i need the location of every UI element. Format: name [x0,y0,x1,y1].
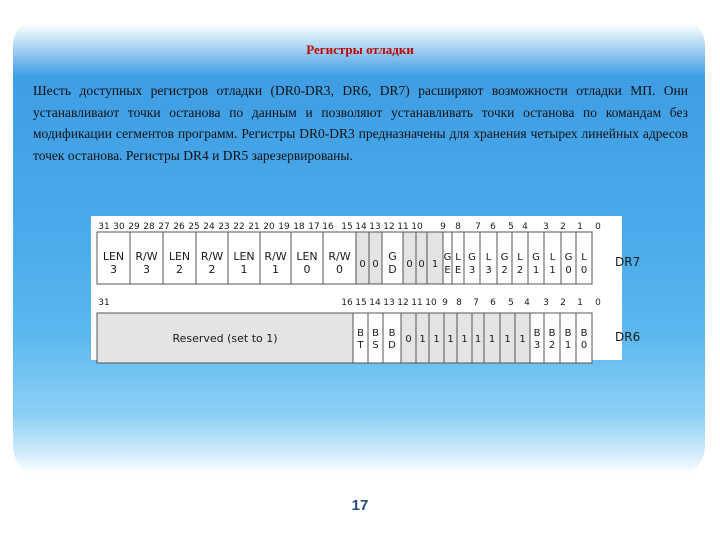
dr6-label: DR6 [615,330,641,344]
field-label: R/W [328,250,351,263]
bit-number: 24 [203,222,215,232]
field-label: 1 [549,265,556,276]
bit-number: 31 [98,298,110,308]
field-value: Reserved (set to 1) [172,332,278,345]
dr6-field-b7 [472,313,484,363]
field-label: T [357,340,364,351]
field-label: L [549,252,556,263]
dr7-field-l0 [576,232,592,284]
dr6-register [97,313,592,363]
bit-number: 1 [577,298,583,308]
bit-number: 23 [218,222,230,232]
field-label: S [372,340,379,351]
field-label: 3 [110,263,117,276]
field-label: 1 [564,340,572,351]
field-label: 0 [580,265,588,276]
bit-number: 5 [508,222,514,232]
bit-number: 28 [143,222,155,232]
dr7-field-l3 [480,232,497,284]
field-value: 1 [433,334,440,345]
dr7-label: DR7 [615,255,641,269]
bit-number: 31 [98,222,110,232]
field-label: 0 [336,263,343,276]
field-label: 3 [143,263,150,276]
bit-number: 25 [188,222,200,232]
dr7-field-b14 [369,232,382,284]
dr7-field-ge [443,232,452,284]
field-label: LEN [233,250,255,263]
field-label: 3 [485,265,492,276]
field-label: L [455,252,461,263]
field-label: L [517,252,523,263]
dr7-field-b15 [356,232,369,284]
field-label: R/W [264,250,287,263]
bit-number: 12 [383,222,395,232]
bit-number: 13 [383,298,395,308]
dr7-field-b11 [416,232,427,284]
dr6-field-bs [368,313,383,363]
dr6-field-bt [353,313,368,363]
bit-number: 18 [293,222,305,232]
field-label: G [532,252,540,263]
bit-number: 11 [397,222,409,232]
field-label: 0 [580,340,588,351]
field-label: L [581,252,587,263]
bit-number: 22 [233,222,245,232]
bit-number: 1 [577,222,583,232]
field-label: B [564,328,572,339]
field-label: E [444,265,451,276]
field-label: D [388,340,396,351]
dr6-field-b9 [444,313,457,363]
field-label: 2 [548,340,556,351]
bit-number: 4 [522,222,528,232]
dr7-field-len2 [163,232,196,284]
field-label: 3 [468,265,476,276]
field-label: 2 [176,263,183,276]
dr7-field-g0 [561,232,576,284]
field-label: G [500,252,509,263]
slide-paragraph: Шесть доступных регистров отладки (DR0-DR3, DR6, DR7) расширяют возможности отладки МП. Они устанавливают точки останова по данным и позволяют устанавливать точки останова по командам без модификации сегментов программ. Регистры DR0-DR3 предназначены для хранения четырех линейных адресов точек останова. Регистры DR4 и DR5 зарезервированы. [33,83,688,163]
field-label: B [357,328,364,339]
dr7-field-len1 [228,232,260,284]
field-label: 1 [272,263,279,276]
field-label: 0 [303,263,311,276]
dr7-register [97,232,592,284]
bit-number: 3 [543,298,549,308]
bit-number: 8 [455,222,461,232]
bit-number: 10 [411,222,423,232]
field-label: G [443,252,452,263]
field-label: G [388,250,397,263]
dr7-field-le [452,232,464,284]
field-label: G [564,252,573,263]
field-label: B [548,328,556,339]
field-value: 0 [359,259,366,270]
bit-number: 0 [595,298,601,308]
field-label: 2 [516,265,524,276]
slide-title: Регистры отладки [306,42,414,57]
bit-number: 19 [278,222,290,232]
dr7-field-rw2 [196,232,228,284]
field-value: 1 [504,334,511,345]
field-value: 0 [406,259,413,270]
field-label: B [580,328,588,339]
field-label: LEN [168,250,191,263]
dr6-field-b3 [530,313,544,363]
bit-number: 17 [308,222,320,232]
bit-number: 11 [411,298,423,308]
bit-number: 7 [475,222,481,232]
bit-number: 29 [128,222,140,232]
bit-number: 2 [560,298,566,308]
bit-number: 9 [442,298,448,308]
bit-number: 30 [113,222,125,232]
dr6-field-b4 [515,313,530,363]
bit-number: 21 [248,222,260,232]
field-label: 2 [501,265,508,276]
bit-number: 15 [355,298,367,308]
dr6-field-b6 [484,313,500,363]
bit-number: 10 [425,298,437,308]
dr7-bit-numbers [98,222,601,232]
dr7-field-len0 [291,232,323,284]
field-label: 1 [240,263,248,276]
bit-number: 3 [543,222,549,232]
bit-number: 12 [397,298,409,308]
field-label: G [468,252,476,263]
field-label: 2 [208,263,216,276]
field-value: 1 [419,334,426,345]
dr6-field-bd [383,313,401,363]
bit-number: 9 [440,222,446,232]
page-number: 17 [351,497,369,514]
dr7-field-g1 [528,232,544,284]
bit-number: 0 [595,222,601,232]
field-label: 0 [565,265,572,276]
field-label: B [533,328,541,339]
field-label: LEN [296,250,318,263]
dr7-field-b12 [403,232,416,284]
field-value: 1 [519,334,526,345]
bit-number: 8 [456,298,462,308]
dr7-field-rw3 [130,232,163,284]
bit-number: 6 [490,298,496,308]
dr6-field-b0 [576,313,592,363]
dr6-field-reserved [97,313,353,363]
field-label: L [485,252,492,263]
bit-number: 26 [173,222,185,232]
field-label: B [388,328,396,339]
bit-number: 14 [355,222,367,232]
dr7-field-l2 [512,232,528,284]
bit-number: 14 [369,298,381,308]
dr7-field-g3 [464,232,480,284]
dr6-field-b8 [457,313,472,363]
field-value: 1 [431,259,439,270]
dr7-field-b10 [427,232,443,284]
bit-number: 15 [341,222,353,232]
bit-number: 7 [473,298,479,308]
field-value: 1 [447,334,454,345]
dr7-field-g2 [497,232,512,284]
field-label: 1 [532,265,540,276]
field-label: LEN [102,250,125,263]
field-label: D [388,263,397,276]
bit-number: 5 [508,298,514,308]
bit-number: 27 [158,222,170,232]
dr6-field-b10 [429,313,444,363]
field-value: 1 [474,334,482,345]
field-label: B [372,328,379,339]
dr6-field-b2 [544,313,560,363]
dr6-field-b1 [560,313,576,363]
field-value: 0 [418,259,425,270]
bit-number: 4 [524,298,530,308]
dr7-field-len3 [97,232,130,284]
field-value: 1 [461,334,468,345]
dr7-field-rw1 [260,232,291,284]
bit-number: 13 [369,222,381,232]
field-value: 1 [488,334,496,345]
dr7-field-l1 [544,232,561,284]
field-value: 0 [405,334,412,345]
field-label: R/W [135,250,158,263]
bit-number: 16 [322,222,334,232]
field-value: 0 [372,259,379,270]
dr7-field-rw0 [323,232,356,284]
bit-number: 20 [263,222,275,232]
bit-number: 2 [560,222,566,232]
dr6-field-b5 [500,313,515,363]
field-label: E [454,265,462,276]
field-label: R/W [200,250,224,263]
bit-number: 6 [490,222,496,232]
bit-number: 16 [341,298,353,308]
dr6-field-b11 [416,313,429,363]
dr6-field-b12 [401,313,416,363]
field-label: 3 [533,340,541,351]
dr7-field-gd [382,232,403,284]
